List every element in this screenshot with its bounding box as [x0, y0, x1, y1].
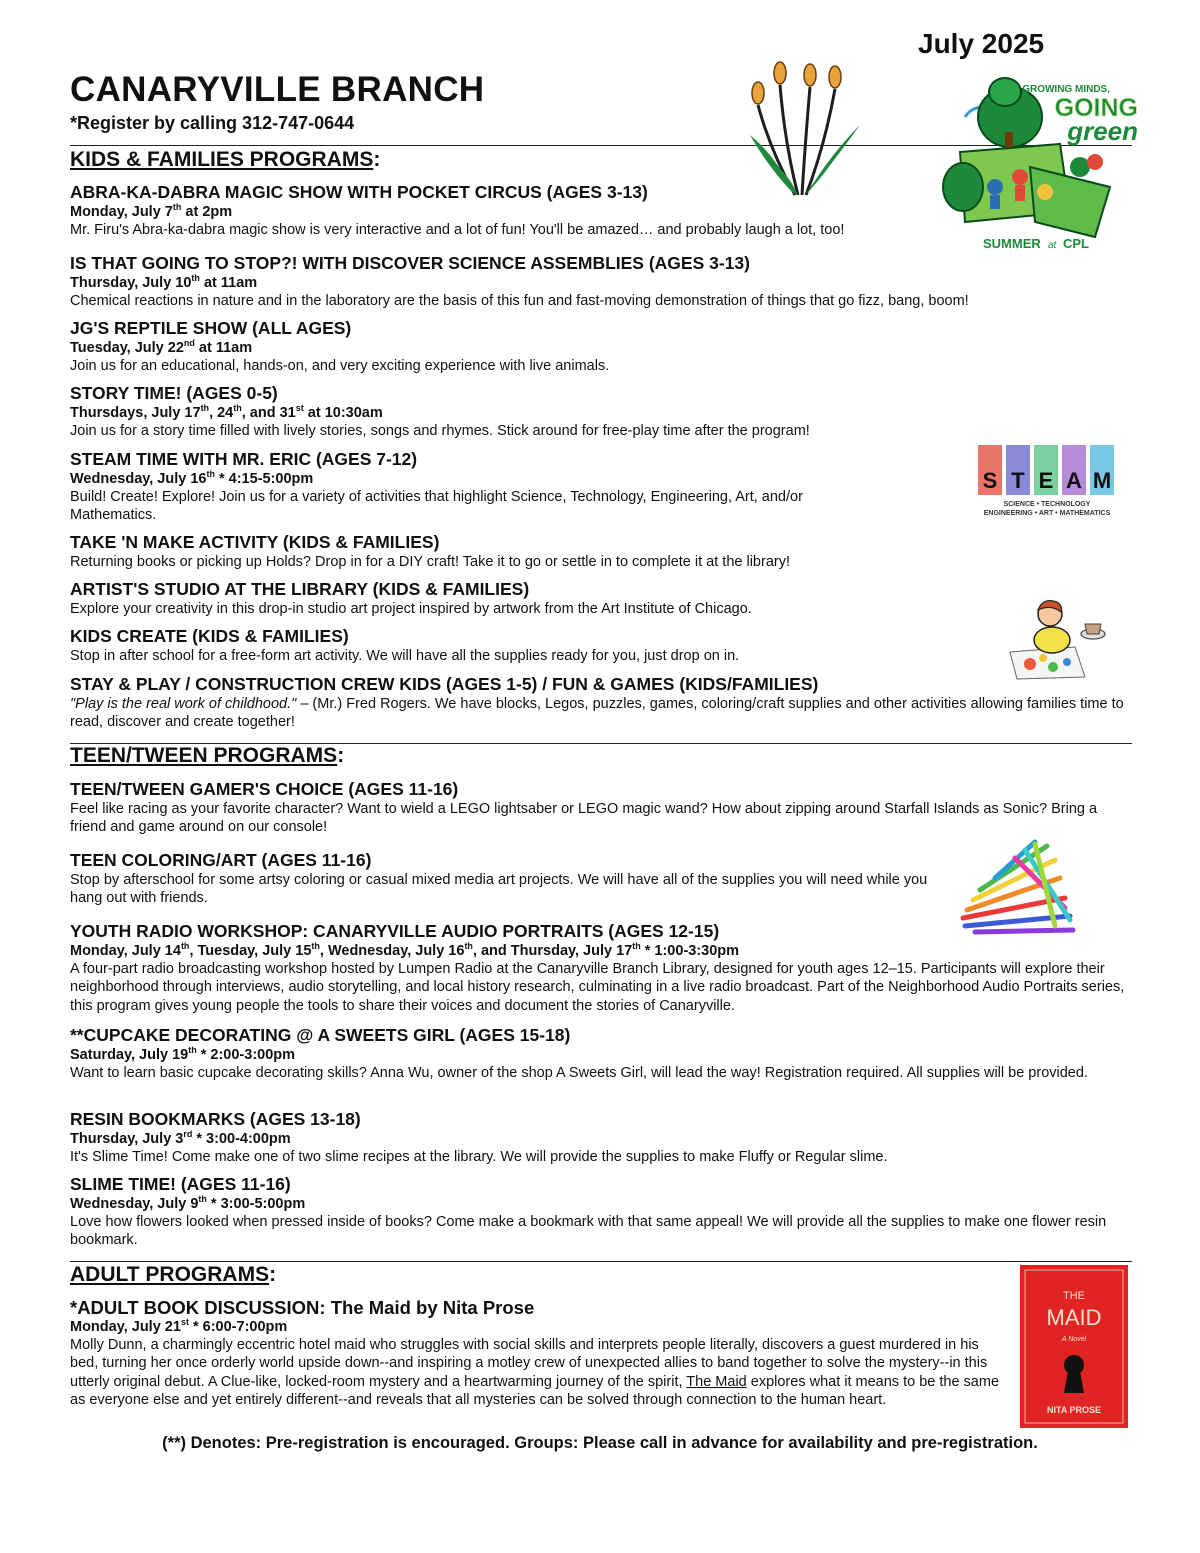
- date-part: * 1:00-3:30pm: [640, 943, 740, 959]
- date-part: Wednesday, July 9: [70, 1196, 199, 1212]
- kids-heading-text: KIDS & FAMILIES PROGRAMS: [70, 148, 374, 171]
- steam-letter: T: [1011, 468, 1025, 493]
- program-date: [70, 470, 890, 488]
- date-suffix: th: [200, 403, 210, 414]
- steam-letter: E: [1038, 468, 1054, 493]
- branch-title: CANARYVILLE BRANCH: [70, 70, 485, 109]
- date-part: Monday, July 14: [70, 943, 181, 959]
- program-kids-create: [70, 626, 970, 665]
- date-part: , and Thursday, July 17: [472, 943, 633, 959]
- program-title: **CUPCAKE DECORATING @ A SWEETS GIRL (AGES 15-18): [70, 1025, 571, 1045]
- program-date: [70, 339, 1130, 357]
- date-part: * 4:15-5:00pm: [214, 471, 314, 487]
- fred-rogers-quote: "Play is the real work of childhood.": [70, 696, 297, 712]
- summer-at-cpl-logo: [935, 72, 1145, 257]
- program-description: Build! Create! Explore! Join us for a variety of activities that highlight Science, Technology, Engineering, Art, and/or Mathematics.: [70, 489, 803, 524]
- program-stay-and-play: [70, 674, 1130, 732]
- adult-heading-text: ADULT PROGRAMS: [70, 1263, 270, 1286]
- program-cupcake-decorating: [70, 1025, 1130, 1082]
- date-part: , Wednesday, July 16: [319, 943, 465, 959]
- date-part: * 6:00-7:00pm: [188, 1319, 288, 1335]
- date-part: Monday, July 21: [70, 1319, 181, 1335]
- steam-logo: [975, 443, 1120, 521]
- program-resin-bookmarks: [70, 1109, 1130, 1166]
- description-text: Molly Dunn, a charmingly eccentric hotel maid who struggles with social skills and interprets people literally, discovers a guest murdered in his bed, turning her once orderly world upside down--and inspiring a motley crew of unexpected allies to band together to solve the mystery--in this utterly original debut. A Clue-like, locked-room mystery and a heartwarming journey of the spirit,: [70, 1337, 988, 1390]
- program-description: [70, 695, 1130, 732]
- program-description: Join us for an educational, hands-on, and very exciting experience with live animals.: [70, 358, 610, 374]
- kids-heading-colon: :: [373, 148, 381, 171]
- date-part: Thursdays, July 17: [70, 405, 201, 421]
- program-description: Want to learn basic cupcake decorating skills? Anna Wu, owner of the shop A Sweets Girl, will lead the way! Registration required. All supplies will be provided.: [70, 1065, 1088, 1081]
- teen-heading-text: TEEN/TWEEN PROGRAMS: [70, 744, 338, 767]
- program-description: Chemical reactions in nature and in the laboratory are the basis of this fun and fast-moving demonstration of things that go fizz, bang, boom!: [70, 293, 969, 309]
- program-title: STORY TIME! (AGES 0-5): [70, 383, 278, 403]
- date-part: Monday, July 7: [70, 204, 173, 220]
- logo-footer2: at: [1048, 240, 1057, 251]
- program-science-assembly: [70, 253, 1130, 310]
- program-story-time: [70, 383, 1130, 440]
- book-cover-title: MAID: [1046, 1305, 1102, 1330]
- date-suffix: th: [172, 202, 182, 213]
- program-description: Returning books or picking up Holds? Drop in for a DIY craft! Take it to go or settle in to complete it at the library!: [70, 554, 790, 570]
- program-take-n-make: [70, 532, 1130, 571]
- date-part: Tuesday, July 22: [70, 340, 184, 356]
- description-text: explores what it means to be the same as everyone else and yet entirely different--and reveals that all mysteries can be solved through connection to the human heart.: [70, 1373, 1000, 1408]
- steam-caption1: SCIENCE • TECHNOLOGY: [1003, 501, 1091, 508]
- program-date: [70, 1318, 1005, 1336]
- teen-heading-colon: :: [337, 744, 345, 767]
- program-description: Explore your creativity in this drop-in studio art project inspired by artwork from the Art Institute of Chicago.: [70, 601, 752, 617]
- logo-footer3: CPL: [1063, 236, 1089, 251]
- date-suffix: th: [198, 1194, 207, 1205]
- date-suffix: th: [311, 941, 320, 952]
- date-part: Thursday, July 3: [70, 1131, 184, 1147]
- program-title: TEEN/TWEEN GAMER'S CHOICE (AGES 11-16): [70, 779, 459, 799]
- program-slime-time: [70, 1174, 1130, 1250]
- date-suffix: st: [180, 1317, 189, 1328]
- adult-heading-colon: :: [269, 1263, 277, 1286]
- program-title: IS THAT GOING TO STOP?! WITH DISCOVER SCIENCE ASSEMBLIES (AGES 3-13): [70, 253, 750, 273]
- program-title: *ADULT BOOK DISCUSSION: The Maid by Nita Prose: [70, 1297, 535, 1318]
- steam-letter: S: [982, 468, 998, 493]
- logo-line1: GROWING MINDS,: [1022, 84, 1110, 95]
- date-suffix: th: [464, 941, 473, 952]
- kid-painting-illustration: [1005, 592, 1110, 680]
- program-artists-studio: [70, 579, 1130, 618]
- program-description: Love how flowers looked when pressed inside of books? Come make a bookmark with that same appeal! We will provide all the supplies to make one flower resin bookmark.: [70, 1214, 1107, 1249]
- adult-divider: [70, 1261, 1132, 1262]
- program-teen-coloring: [70, 850, 940, 908]
- program-gamers-choice: [70, 779, 1100, 837]
- program-title: KIDS CREATE (KIDS & FAMILIES): [70, 626, 349, 646]
- program-date: [70, 942, 1130, 960]
- date-part: * 2:00-3:00pm: [196, 1047, 296, 1063]
- program-title: TAKE 'N MAKE ACTIVITY (KIDS & FAMILIES): [70, 532, 440, 552]
- date-suffix: th: [233, 403, 242, 414]
- program-date: [70, 274, 1130, 292]
- program-description: Join us for a story time filled with lively stories, songs and rhymes. Stick around for free-play time after the program!: [70, 423, 810, 439]
- steam-caption2: ENGINEERING • ART • MATHEMATICS: [983, 510, 1111, 517]
- date-suffix: th: [632, 941, 641, 952]
- program-description: Feel like racing as your favorite character? Want to wield a LEGO lightsaber or LEGO magic wand? How about zipping around Starfall Islands as Sonic? Bring a friend and game around on our console!: [70, 801, 1098, 836]
- logo-line3: green: [1067, 116, 1138, 146]
- book-cover-subtitle: A Novel: [1061, 1336, 1087, 1343]
- program-youth-radio: [70, 921, 1130, 1015]
- date-part: Wednesday, July 16: [70, 471, 207, 487]
- program-reptile-show: [70, 318, 1130, 375]
- logo-line2: GOING: [1054, 94, 1138, 122]
- program-description: Mr. Firu's Abra-ka-dabra magic show is very interactive and a lot of fun! You'll be amazed… and probably laugh a lot, too!: [70, 222, 845, 238]
- program-title: STAY & PLAY / CONSTRUCTION CREW KIDS (AGES 1-5) / FUN & GAMES (KIDS/FAMILIES): [70, 674, 819, 694]
- the-maid-book-cover: [1020, 1265, 1128, 1428]
- date-suffix: st: [295, 403, 304, 414]
- date-suffix: th: [191, 273, 200, 284]
- program-title: ABRA-KA-DABRA MAGIC SHOW WITH POCKET CIRCUS (AGES 3-13): [70, 182, 648, 202]
- date-part: * 3:00-4:00pm: [192, 1131, 291, 1147]
- date-part: , 24: [209, 405, 234, 421]
- steam-letter: A: [1066, 468, 1082, 493]
- logo-footer1: SUMMER: [983, 236, 1041, 251]
- date-part: at 10:30am: [303, 405, 383, 421]
- book-title-reference: The Maid: [686, 1373, 747, 1390]
- month-label: July 2025: [918, 28, 1045, 59]
- program-magic-show: [70, 182, 930, 239]
- program-description: Stop by afterschool for some artsy coloring or casual mixed media art projects. We will have all of the supplies you will need while you hang out with friends.: [70, 872, 928, 907]
- program-title: RESIN BOOKMARKS (AGES 13-18): [70, 1109, 361, 1129]
- program-title: JG'S REPTILE SHOW (ALL AGES): [70, 318, 352, 338]
- program-description: Stop in after school for a free-form art activity. We will have all the supplies ready for you, just drop on in.: [70, 648, 740, 664]
- program-title: TEEN COLORING/ART (AGES 11-16): [70, 850, 372, 870]
- program-description: A four-part radio broadcasting workshop hosted by Lumpen Radio at the Canaryville Branch Library, designed for youth ages 12–15. Participants will explore their neighborhood through interviews, audio storytelling, and local history research, culminating in a live radio broadcast. Part of the Neighborhood Audio Portraits series, this program gives young people the tools to share their voices and document the stories of Canaryville.: [70, 961, 1125, 1014]
- register-note: *Register by calling 312-747-0644: [70, 113, 355, 133]
- program-title: ARTIST'S STUDIO AT THE LIBRARY (KIDS & FAMILIES): [70, 579, 530, 599]
- program-steam-time: [70, 449, 890, 525]
- date-part: , Tuesday, July 15: [189, 943, 312, 959]
- book-cover-author: NITA PROSE: [1046, 1405, 1102, 1415]
- date-part: at 2pm: [181, 204, 233, 220]
- program-date: [70, 1195, 1130, 1213]
- book-cover-the: THE: [1063, 1290, 1085, 1302]
- date-suffix: th: [206, 469, 215, 480]
- kids-section-heading: [70, 148, 380, 172]
- program-date: [70, 203, 930, 221]
- program-description: [70, 1336, 1005, 1409]
- date-part: at 11am: [199, 275, 258, 291]
- date-part: Saturday, July 19: [70, 1047, 189, 1063]
- date-suffix: th: [180, 941, 190, 952]
- steam-letter: M: [1092, 468, 1112, 493]
- program-title: STEAM TIME WITH MR. ERIC (AGES 7-12): [70, 449, 418, 469]
- date-part: at 11am: [194, 340, 253, 356]
- date-part: Thursday, July 10: [70, 275, 192, 291]
- preregistration-footnote: (**) Denotes: Pre-registration is encouraged. Groups: Please call in advance for availability and pre-registration.: [162, 1434, 1038, 1452]
- program-date: [70, 1046, 1130, 1064]
- adult-section-heading: [70, 1263, 276, 1287]
- program-date: [70, 1130, 1130, 1148]
- date-suffix: rd: [183, 1129, 193, 1140]
- program-date: [70, 404, 1130, 422]
- teen-section-heading: [70, 744, 344, 768]
- date-suffix: nd: [183, 338, 195, 349]
- tulip-illustration: [740, 55, 870, 200]
- date-part: * 3:00-5:00pm: [206, 1196, 306, 1212]
- date-suffix: th: [188, 1045, 197, 1056]
- description-text: – (Mr.) Fred Rogers. We have blocks, Legos, puzzles, games, coloring/craft supplies and other activities allowing families time to read, discover and create together!: [70, 696, 1124, 731]
- program-description: It's Slime Time! Come make one of two slime recipes at the library. We will provide the supplies to make Fluffy or Regular slime.: [70, 1149, 888, 1165]
- program-adult-book-discussion: [70, 1297, 1005, 1409]
- date-part: , and 31: [241, 405, 296, 421]
- program-title: YOUTH RADIO WORKSHOP: CANARYVILLE AUDIO PORTRAITS (AGES 12-15): [70, 921, 720, 941]
- program-title: SLIME TIME! (AGES 11-16): [70, 1174, 291, 1194]
